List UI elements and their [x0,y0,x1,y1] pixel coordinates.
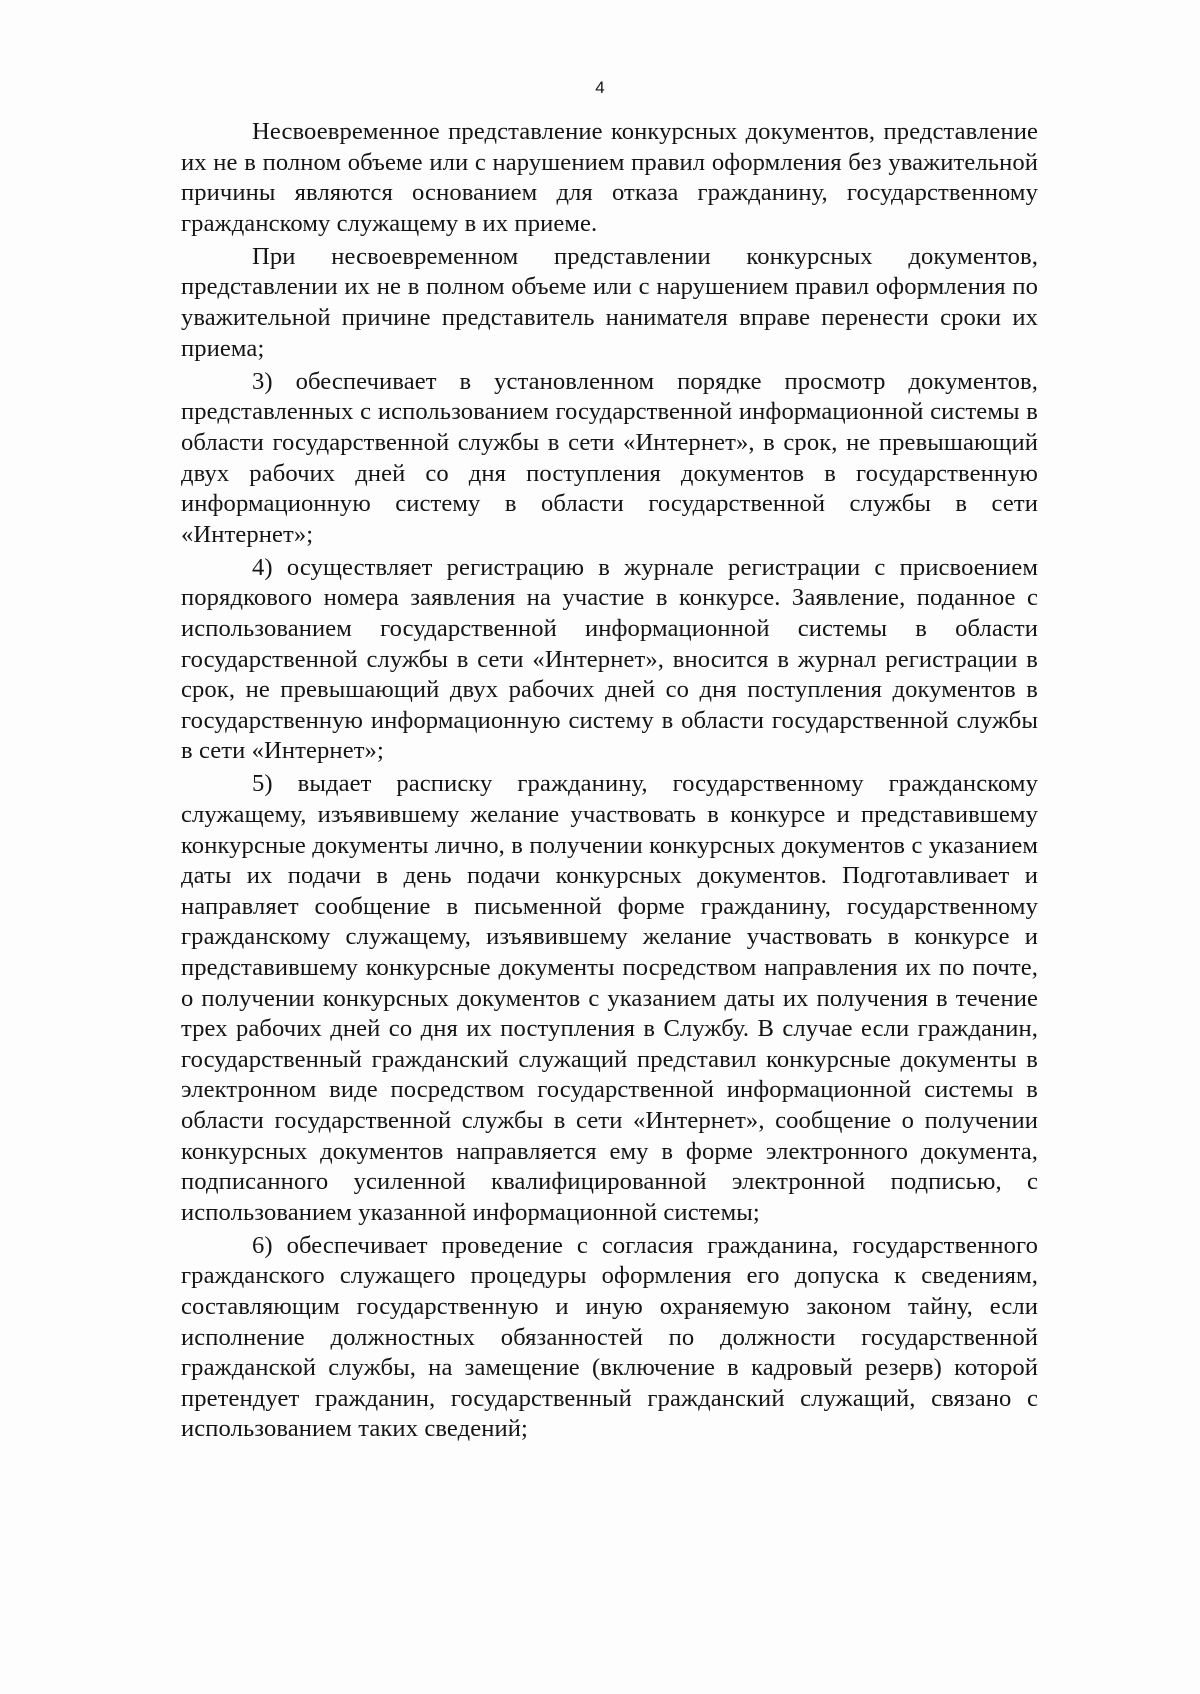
page-number: 4 [595,78,605,97]
document-body [181,117,1038,1445]
paragraph-late-submission: Несвоевременное представление конкурсных документов, представление их не в полном объеме или с нарушением правил оформления без уважительной причины являются основанием для отказа гражданину, государственному гражданскому служащему в их приеме. [181,118,1038,237]
paragraph-item-6: 6) обеспечивает проведение с согласия гражданина, государственного гражданского служащего процедуры оформления его допуска к сведениям, составляющим государственную и иную охраняемую законом тайну, если исполнение должностных обязанностей по должности государственной гражданской службы, на замещение (включение в кадровый резерв) которой претендует гражданин, государственный гражданский служащий, связано с использованием таких сведений; [181,1231,1038,1443]
paragraph-item-4: 4) осуществляет регистрацию в журнале регистрации с присвоением порядкового номера заявления на участие в конкурсе. Заявление, поданное с использованием государственной информационной системы в области государственной службы в сети «Интернет», вносится в журнал регистрации в срок, не превышающий двух рабочих дней со дня поступления документов в государственную информационную систему в области государственной службы в сети «Интернет»; [181,553,1038,765]
paragraph-item-3: 3) обеспечивает в установленном порядке просмотр документов, представленных с использованием государственной информационной системы в области государственной службы в сети «Интернет», в срок, не превышающий двух рабочих дней со дня поступления документов в государственную информационную систему в области государственной службы в сети «Интернет»; [181,367,1038,548]
paragraph-item-5: 5) выдает расписку гражданину, государственному гражданскому служащему, изъявившему желание участвовать в конкурсе и представившему конкурсные документы лично, в получении конкурсных документов с указанием даты их подачи в день подачи конкурсных документов. Подготавливает и направляет сообщение в письменной форме гражданину, государственному гражданскому служащему, изъявившему желание участвовать в конкурсе и представившему конкурсные документы посредством направления их по почте, о получении конкурсных документов с указанием даты их получения в течение трех рабочих дней со дня их поступления в Службу. В случае если гражданин, государственный гражданский служащий представил конкурсные документы в электронном виде посредством государственной информационной системы в области государственной службы в сети «Интернет», сообщение о получении конкурсных документов направляется ему в форме электронного документа, подписанного усиленной квалифицированной электронной подписью, с использованием указанной информационной системы; [181,770,1038,1226]
paragraph-valid-reason: При несвоевременном представлении конкурсных документов, представлении их не в полном объеме или с нарушением правил оформления по уважительной причине представитель нанимателя вправе перенести сроки их приема; [181,242,1038,362]
